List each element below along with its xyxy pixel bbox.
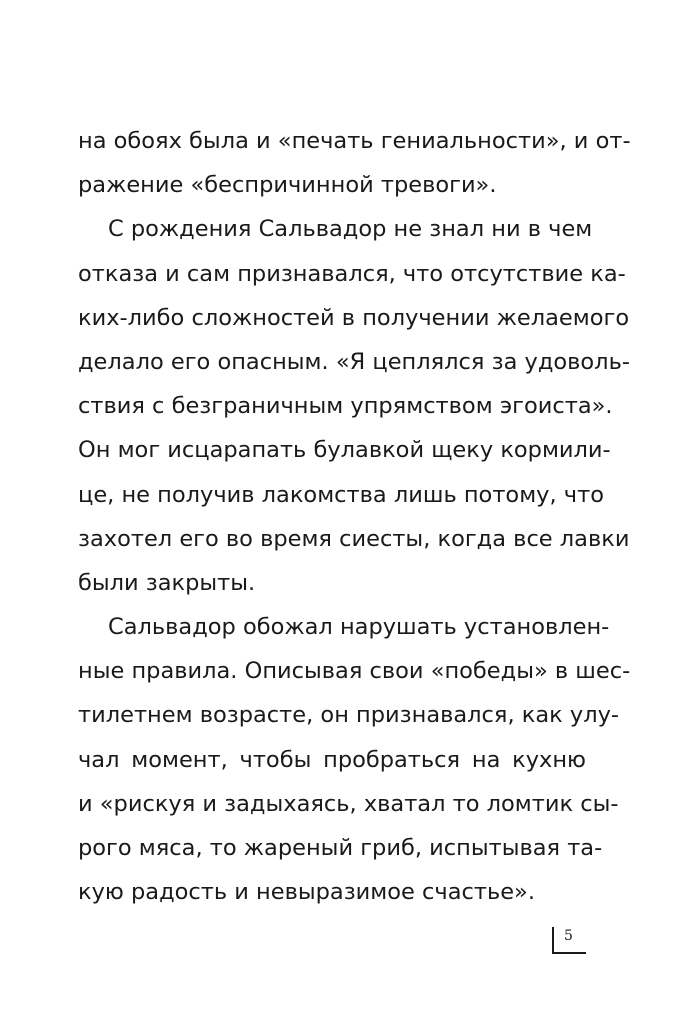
page-number-folio bbox=[552, 927, 586, 955]
text-line: тилетнем возрасте, он признавался, как улу- bbox=[78, 702, 620, 729]
text-line: кую радость и невыразимое счастье». bbox=[78, 879, 535, 906]
text-line: ражение «беспричинной тревоги». bbox=[78, 172, 497, 199]
text-line: были закрыты. bbox=[78, 569, 256, 596]
text-line: ные правила. Описывая свои «победы» в шес- bbox=[78, 658, 631, 685]
paragraph bbox=[78, 119, 631, 207]
text-line: ствия с безграничным упрямством эгоиста». bbox=[78, 393, 613, 420]
text-line: це, не получив лакомства лишь потому, что bbox=[78, 481, 604, 508]
body-text bbox=[78, 119, 631, 914]
text-line: отказа и сам признавался, что отсутствие ка- bbox=[78, 260, 626, 287]
text-line: Он мог исцарапать булавкой щеку кормили- bbox=[78, 437, 611, 464]
folio-rule-vertical bbox=[552, 927, 554, 953]
paragraph bbox=[78, 207, 630, 605]
folio-rule-horizontal bbox=[552, 952, 586, 954]
text-line: на обоях была и «печать гениальности», и от- bbox=[78, 128, 631, 154]
text-line: чал момент, чтобы пробраться на кухню bbox=[78, 746, 586, 773]
text-line: Сальвадор обожал нарушать установлен- bbox=[108, 614, 610, 641]
text-line: захотел его во время сиесты, когда все лавки bbox=[78, 525, 630, 552]
page-number: 5 bbox=[564, 928, 573, 944]
text-line: делало его опасным. «Я цеплялся за удоволь- bbox=[78, 348, 630, 375]
text-line: С рождения Сальвадор не знал ни в чем bbox=[108, 216, 593, 243]
text-line: и «рискуя и задыхаясь, хватал то ломтик сы- bbox=[78, 790, 619, 817]
text-line: рого мяса, то жареный гриб, испытывая та- bbox=[78, 835, 603, 861]
text-line: ких-либо сложностей в получении желаемого bbox=[78, 304, 630, 331]
paragraph bbox=[78, 605, 631, 914]
